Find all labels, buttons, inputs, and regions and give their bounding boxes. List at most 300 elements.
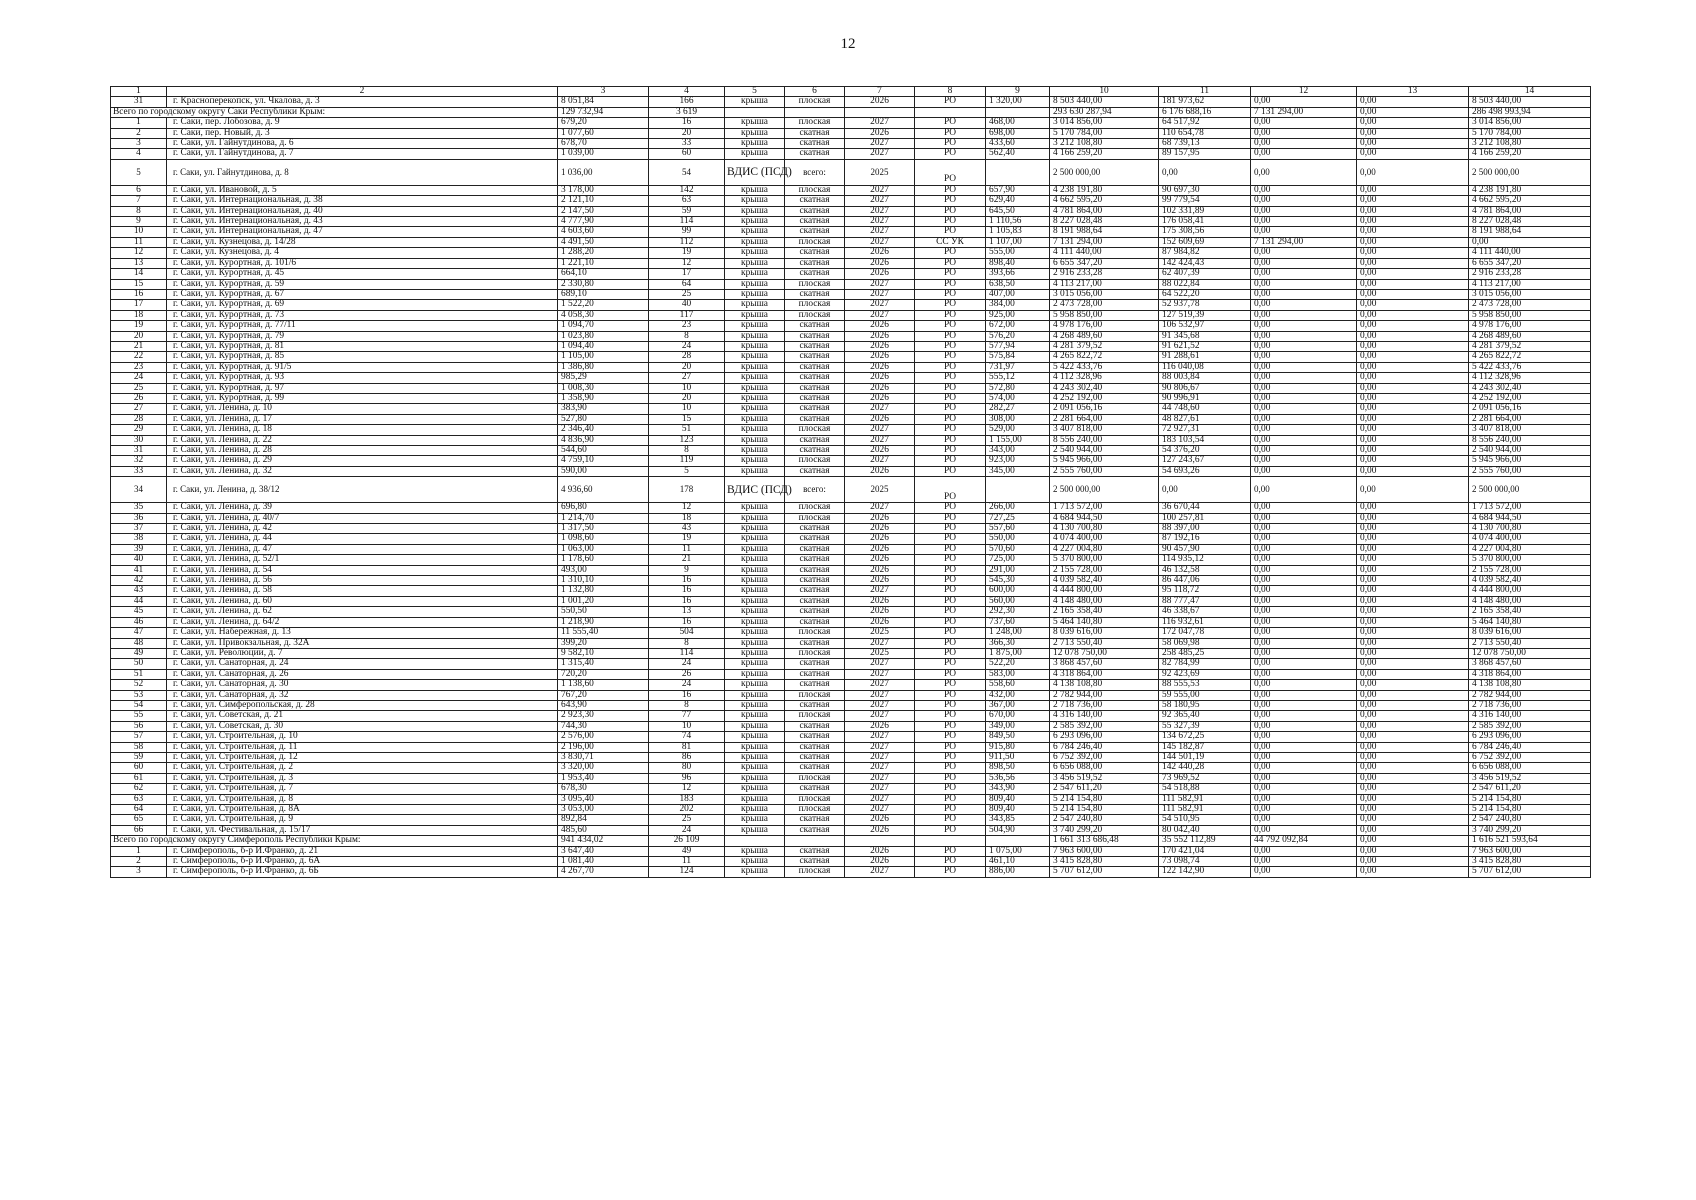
cell-c10: 2 165 358,40 (1050, 607, 1159, 617)
address-cell: г. Саки, ул. Советская, д. 21 (167, 711, 558, 721)
cell-c11: 92 423,69 (1159, 669, 1251, 679)
column-number-cell: 1 (111, 87, 167, 97)
cell-c3: 2 576,00 (558, 732, 649, 742)
cell-c14: 4 238 191,80 (1469, 185, 1591, 195)
cell-c13: 0,00 (1357, 576, 1469, 586)
column-number-cell: 6 (785, 87, 845, 97)
cell-c8: РО (915, 217, 986, 227)
cell-c6: плоская (785, 503, 845, 513)
cell-c7: 2026 (845, 97, 915, 107)
column-number-cell: 13 (1357, 87, 1469, 97)
cell-c7: 2027 (845, 217, 915, 227)
cell-c8: РО (915, 867, 986, 877)
row-number-cell: 58 (111, 742, 167, 752)
cell-c7: 2026 (845, 576, 915, 586)
table-row (111, 159, 1591, 185)
cell-c12: 0,00 (1251, 196, 1357, 206)
address-cell: г. Саки, ул. Ленина, д. 28 (167, 446, 558, 456)
cell-c10: 5 707 612,00 (1050, 867, 1159, 877)
cell-c9: 529,00 (986, 425, 1050, 435)
cell-c6: скатная (785, 248, 845, 258)
row-number-cell: 20 (111, 331, 167, 341)
cell-c10: 2 500 000,00 (1050, 477, 1159, 503)
cell-c7: 2027 (845, 586, 915, 596)
address-cell: г. Саки, ул. Строительная, д. 2 (167, 763, 558, 773)
cell-c8: РО (915, 638, 986, 648)
row-number-cell: 39 (111, 544, 167, 554)
row-number-cell: 60 (111, 763, 167, 773)
cell-c13: 0,00 (1357, 97, 1469, 107)
cell-c7: 2027 (845, 149, 915, 159)
cell-c6: скатная (785, 586, 845, 596)
cell-c8: РО (915, 825, 986, 835)
cell-c12: 0,00 (1251, 628, 1357, 638)
cell-c6: скатная (785, 669, 845, 679)
cell-c9: 291,00 (986, 565, 1050, 575)
cell-c11: 90 697,30 (1159, 185, 1251, 195)
column-number-cell: 4 (649, 87, 725, 97)
cell-c13: 0,00 (1357, 752, 1469, 762)
cell-c13: 0,00 (1357, 690, 1469, 700)
cell-c10: 7 131 294,00 (1050, 237, 1159, 247)
row-number-cell: 43 (111, 586, 167, 596)
cell-c4: 54 (649, 159, 725, 185)
cell-c6: скатная (785, 534, 845, 544)
cell-c10: 3 014 856,00 (1050, 118, 1159, 128)
table-row (111, 269, 1591, 279)
table-row (111, 680, 1591, 690)
cell-c12: 0,00 (1251, 97, 1357, 107)
cell-c11: 144 501,19 (1159, 752, 1251, 762)
column-number-cell: 9 (986, 87, 1050, 97)
cell-c4: 96 (649, 773, 725, 783)
cell-c7: 2027 (845, 435, 915, 445)
address-cell: г. Саки, ул. Ивановой, д. 5 (167, 185, 558, 195)
cell-c11: 99 779,54 (1159, 196, 1251, 206)
row-number-cell: 27 (111, 404, 167, 414)
table-row (111, 149, 1591, 159)
total-c6 (785, 107, 845, 117)
cell-c12: 0,00 (1251, 773, 1357, 783)
cell-c14: 4 130 700,80 (1469, 524, 1591, 534)
cell-c4: 24 (649, 825, 725, 835)
cell-c7: 2026 (845, 362, 915, 372)
cell-c11: 55 327,39 (1159, 721, 1251, 731)
row-number-cell: 22 (111, 352, 167, 362)
address-cell: г. Саки, ул. Курортная, д. 79 (167, 331, 558, 341)
cell-c5: крыша (725, 217, 785, 227)
cell-c11: 36 670,44 (1159, 503, 1251, 513)
cell-c10: 4 265 822,72 (1050, 352, 1159, 362)
cell-c3: 1 081,40 (558, 857, 649, 867)
cell-c13: 0,00 (1357, 794, 1469, 804)
cell-c3: 4 936,60 (558, 477, 649, 503)
row-number-cell: 63 (111, 794, 167, 804)
cell-c3: 1 522,20 (558, 300, 649, 310)
cell-c9: 898,50 (986, 763, 1050, 773)
address-cell: г. Саки, ул. Курортная, д. 59 (167, 279, 558, 289)
row-number-cell: 54 (111, 700, 167, 710)
address-cell: г. Саки, ул. Привокзальная, д. 32А (167, 638, 558, 648)
cell-c10: 4 138 108,80 (1050, 680, 1159, 690)
cell-c11: 91 345,68 (1159, 331, 1251, 341)
cell-c10: 2 916 233,28 (1050, 269, 1159, 279)
cell-c13: 0,00 (1357, 404, 1469, 414)
table-row (111, 721, 1591, 731)
cell-c6: скатная (785, 732, 845, 742)
total-label: Всего по городскому округу Симферополь Республики Крым: (111, 836, 558, 846)
cell-c6: плоская (785, 456, 845, 466)
cell-c6: плоская (785, 773, 845, 783)
cell-c11: 86 447,06 (1159, 576, 1251, 586)
cell-c10: 2 500 000,00 (1050, 159, 1159, 185)
cell-c11: 111 582,91 (1159, 805, 1251, 815)
cell-c9: 1 110,56 (986, 217, 1050, 227)
cell-c12: 0,00 (1251, 669, 1357, 679)
address-cell: г. Саки, ул. Ленина, д. 39 (167, 503, 558, 513)
cell-c14: 12 078 750,00 (1469, 648, 1591, 658)
cell-c4: 12 (649, 784, 725, 794)
row-number-cell: 44 (111, 596, 167, 606)
row-number-cell: 16 (111, 289, 167, 299)
row-number-cell: 53 (111, 690, 167, 700)
address-cell: г. Саки, ул. Строительная, д. 9 (167, 815, 558, 825)
cell-c12: 0,00 (1251, 576, 1357, 586)
cell-c7: 2027 (845, 289, 915, 299)
cell-c10: 8 039 616,00 (1050, 628, 1159, 638)
cell-c5: крыша (725, 857, 785, 867)
cell-c5: крыша (725, 310, 785, 320)
cell-c4: 25 (649, 289, 725, 299)
cell-c11: 91 288,61 (1159, 352, 1251, 362)
cell-c8: РО (915, 503, 986, 513)
cell-c6: плоская (785, 648, 845, 658)
address-cell: г. Саки, ул. Строительная, д. 7 (167, 784, 558, 794)
row-number-cell: 18 (111, 310, 167, 320)
cell-c3: 744,30 (558, 721, 649, 731)
cell-c13: 0,00 (1357, 185, 1469, 195)
cell-c10: 1 713 572,00 (1050, 503, 1159, 513)
cell-c7: 2027 (845, 300, 915, 310)
cell-c13: 0,00 (1357, 279, 1469, 289)
cell-c14: 3 456 519,52 (1469, 773, 1591, 783)
total-c14: 1 616 521 593,64 (1469, 836, 1591, 846)
row-number-cell: 51 (111, 669, 167, 679)
cell-c7: 2026 (845, 825, 915, 835)
cell-c12: 0,00 (1251, 524, 1357, 534)
cell-c4: 8 (649, 331, 725, 341)
cell-c11: 258 485,25 (1159, 648, 1251, 658)
cell-c7: 2027 (845, 732, 915, 742)
address-cell: г. Саки, ул. Ленина, д. 56 (167, 576, 558, 586)
cell-c13: 0,00 (1357, 446, 1469, 456)
address-cell: г. Саки, ул. Кузнецова, д. 14/28 (167, 237, 558, 247)
cell-c7: 2026 (845, 331, 915, 341)
total-c6 (785, 836, 845, 846)
table-row (111, 237, 1591, 247)
cell-c12: 0,00 (1251, 362, 1357, 372)
address-cell: г. Симферополь, б-р И.Франко, д. 21 (167, 846, 558, 856)
cell-c6: скатная (785, 825, 845, 835)
cell-c8: РО (915, 669, 986, 679)
row-number-cell: 57 (111, 732, 167, 742)
cell-c6: плоская (785, 867, 845, 877)
cell-c4: 21 (649, 555, 725, 565)
column-number-cell: 2 (167, 87, 558, 97)
cell-c9: 522,20 (986, 659, 1050, 669)
cell-c7: 2027 (845, 118, 915, 128)
cell-c12: 0,00 (1251, 425, 1357, 435)
cell-c9: 557,60 (986, 524, 1050, 534)
cell-c3: 720,20 (558, 669, 649, 679)
cell-c13: 0,00 (1357, 846, 1469, 856)
cell-c12: 0,00 (1251, 321, 1357, 331)
cell-c3: 590,00 (558, 466, 649, 476)
cell-c14: 2 165 358,40 (1469, 607, 1591, 617)
cell-c11: 80 042,40 (1159, 825, 1251, 835)
total-c7 (845, 836, 915, 846)
cell-c10: 5 370 800,00 (1050, 555, 1159, 565)
table-row (111, 185, 1591, 195)
column-number-cell: 11 (1159, 87, 1251, 97)
address-cell: г. Саки, ул. Симферопольская, д. 28 (167, 700, 558, 710)
cell-c8: РО (915, 466, 986, 476)
cell-c3: 4 759,10 (558, 456, 649, 466)
cell-c11: 90 457,90 (1159, 544, 1251, 554)
address-cell: г. Саки, пер. Лобозова, д. 9 (167, 118, 558, 128)
cell-c14: 1 713 572,00 (1469, 503, 1591, 513)
cell-c13: 0,00 (1357, 159, 1469, 185)
cell-c10: 4 662 595,20 (1050, 196, 1159, 206)
cell-c8: РО (915, 331, 986, 341)
cell-c4: 10 (649, 404, 725, 414)
total-c3: 129 732,94 (558, 107, 649, 117)
cell-c10: 4 252 192,00 (1050, 393, 1159, 403)
cell-c10: 4 281 379,52 (1050, 341, 1159, 351)
cell-c8: РО (915, 524, 986, 534)
cell-c6: скатная (785, 258, 845, 268)
cell-c10: 3 868 457,60 (1050, 659, 1159, 669)
cell-c14: 0,00 (1469, 237, 1591, 247)
cell-c11: 92 365,40 (1159, 711, 1251, 721)
total-c13: 0,00 (1357, 107, 1469, 117)
cell-c3: 678,30 (558, 784, 649, 794)
cell-c4: 49 (649, 846, 725, 856)
cell-c7: 2027 (845, 638, 915, 648)
cell-c7: 2026 (845, 513, 915, 523)
cell-c9: 560,00 (986, 596, 1050, 606)
cell-c9: 886,00 (986, 867, 1050, 877)
cell-c5: крыша (725, 227, 785, 237)
cell-c4: 33 (649, 139, 725, 149)
row-number-cell: 6 (111, 185, 167, 195)
cell-c9: 562,40 (986, 149, 1050, 159)
cell-c5: крыша (725, 711, 785, 721)
cell-c13: 0,00 (1357, 227, 1469, 237)
cell-c5: крыша (725, 352, 785, 362)
cell-c13: 0,00 (1357, 477, 1469, 503)
cell-c5: крыша (725, 97, 785, 107)
total-c13: 0,00 (1357, 836, 1469, 846)
cell-c3: 485,60 (558, 825, 649, 835)
cell-c7: 2026 (845, 446, 915, 456)
cell-c11: 46 338,67 (1159, 607, 1251, 617)
address-cell: г. Симферополь, б-р И.Франко, д. 6А (167, 857, 558, 867)
cell-c14: 2 718 736,00 (1469, 700, 1591, 710)
table-row (111, 258, 1591, 268)
cell-c12: 0,00 (1251, 118, 1357, 128)
cell-c9: 558,60 (986, 680, 1050, 690)
cell-c3: 664,10 (558, 269, 649, 279)
cell-c12: 0,00 (1251, 435, 1357, 445)
cell-c10: 4 148 480,00 (1050, 596, 1159, 606)
cell-c6: скатная (785, 555, 845, 565)
cell-c8: РО (915, 784, 986, 794)
cell-c10: 5 422 433,76 (1050, 362, 1159, 372)
cell-c6: скатная (785, 659, 845, 669)
table-row (111, 289, 1591, 299)
cell-c11: 106 532,97 (1159, 321, 1251, 331)
cell-c4: 24 (649, 341, 725, 351)
row-number-cell: 31 (111, 97, 167, 107)
cell-c11: 116 932,61 (1159, 617, 1251, 627)
cell-c3: 3 647,40 (558, 846, 649, 856)
address-cell: г. Саки, ул. Курортная, д. 101/6 (167, 258, 558, 268)
cell-c14: 6 293 096,00 (1469, 732, 1591, 742)
cell-c6: скатная (785, 607, 845, 617)
cell-c3: 767,20 (558, 690, 649, 700)
cell-c3: 1 138,60 (558, 680, 649, 690)
cell-c3: 4 267,70 (558, 867, 649, 877)
cell-c10: 4 243 302,40 (1050, 383, 1159, 393)
cell-c10: 4 111 440,00 (1050, 248, 1159, 258)
cell-c7: 2026 (845, 466, 915, 476)
cell-c13: 0,00 (1357, 139, 1469, 149)
cell-c11: 90 996,91 (1159, 393, 1251, 403)
cell-c3: 2 121,10 (558, 196, 649, 206)
address-cell: г. Саки, ул. Ленина, д. 52/1 (167, 555, 558, 565)
cell-c13: 0,00 (1357, 784, 1469, 794)
cell-c9: 367,00 (986, 700, 1050, 710)
cell-c14: 4 268 489,60 (1469, 331, 1591, 341)
row-number-cell: 28 (111, 414, 167, 424)
cell-c10: 2 555 760,00 (1050, 466, 1159, 476)
cell-c12: 0,00 (1251, 341, 1357, 351)
cell-c11: 127 519,39 (1159, 310, 1251, 320)
cell-c11: 54 510,95 (1159, 815, 1251, 825)
cell-c8: РО (915, 721, 986, 731)
cell-c9: 1 320,00 (986, 97, 1050, 107)
row-number-cell: 12 (111, 248, 167, 258)
cell-c8: РО (915, 628, 986, 638)
cell-c7: 2027 (845, 139, 915, 149)
cell-c14: 4 684 944,50 (1469, 513, 1591, 523)
cell-c7: 2027 (845, 763, 915, 773)
row-number-cell: 4 (111, 149, 167, 159)
cell-c9 (986, 477, 1050, 503)
cell-c5: крыша (725, 680, 785, 690)
column-number-cell: 12 (1251, 87, 1357, 97)
cell-c4: 5 (649, 466, 725, 476)
cell-c9: 407,00 (986, 289, 1050, 299)
cell-c11: 122 142,90 (1159, 867, 1251, 877)
cell-c11: 88 555,53 (1159, 680, 1251, 690)
cell-c3: 3 830,71 (558, 752, 649, 762)
cell-c14: 2 155 728,00 (1469, 565, 1591, 575)
cell-c8: РО (915, 383, 986, 393)
cell-c4: 81 (649, 742, 725, 752)
address-cell: г. Саки, ул. Санаторная, д. 26 (167, 669, 558, 679)
cell-c13: 0,00 (1357, 815, 1469, 825)
table-row (111, 383, 1591, 393)
cell-c11: 142 424,43 (1159, 258, 1251, 268)
cell-c6: всего: (785, 477, 845, 503)
cell-c8: РО (915, 534, 986, 544)
address-cell: г. Саки, ул. Курортная, д. 97 (167, 383, 558, 393)
cell-c10: 2 155 728,00 (1050, 565, 1159, 575)
cell-c3: 1 094,70 (558, 321, 649, 331)
cell-c14: 7 963 600,00 (1469, 846, 1591, 856)
cell-c7: 2027 (845, 752, 915, 762)
cell-c12: 0,00 (1251, 331, 1357, 341)
cell-c12: 0,00 (1251, 477, 1357, 503)
row-number-cell: 37 (111, 524, 167, 534)
cell-c4: 8 (649, 638, 725, 648)
cell-c12: 0,00 (1251, 846, 1357, 856)
table-row (111, 118, 1591, 128)
cell-c9: 433,60 (986, 139, 1050, 149)
cell-c10: 7 963 600,00 (1050, 846, 1159, 856)
table-row (111, 555, 1591, 565)
cell-c12: 0,00 (1251, 763, 1357, 773)
address-cell: г. Саки, пер. Новый, д. 3 (167, 128, 558, 138)
cell-c10: 2 281 664,00 (1050, 414, 1159, 424)
cell-c3: 1 953,40 (558, 773, 649, 783)
cell-c11: 110 654,78 (1159, 128, 1251, 138)
row-number-cell: 59 (111, 752, 167, 762)
cell-c6: скатная (785, 217, 845, 227)
cell-c9: 577,94 (986, 341, 1050, 351)
cell-c4: 8 (649, 446, 725, 456)
cell-c13: 0,00 (1357, 524, 1469, 534)
cell-c12: 0,00 (1251, 446, 1357, 456)
cell-c12: 0,00 (1251, 617, 1357, 627)
table-row (111, 700, 1591, 710)
cell-c9: 308,00 (986, 414, 1050, 424)
cell-c12: 0,00 (1251, 279, 1357, 289)
cell-c8: РО (915, 435, 986, 445)
cell-c14: 2 916 233,28 (1469, 269, 1591, 279)
cell-c5: крыша (725, 732, 785, 742)
cell-c4: 178 (649, 477, 725, 503)
row-number-cell: 25 (111, 383, 167, 393)
total-c12: 7 131 294,00 (1251, 107, 1357, 117)
cell-c10: 4 268 489,60 (1050, 331, 1159, 341)
cell-c3: 399,20 (558, 638, 649, 648)
cell-c6: скатная (785, 466, 845, 476)
address-cell: г. Саки, ул. Ленина, д. 60 (167, 596, 558, 606)
column-number-cell: 14 (1469, 87, 1591, 97)
cell-c10: 6 656 088,00 (1050, 763, 1159, 773)
cell-c13: 0,00 (1357, 711, 1469, 721)
address-cell: г. Саки, ул. Ленина, д. 44 (167, 534, 558, 544)
cell-c6: скатная (785, 680, 845, 690)
row-number-cell: 35 (111, 503, 167, 513)
cell-c9: 645,50 (986, 206, 1050, 216)
cell-c11: 175 308,56 (1159, 227, 1251, 237)
cell-c6: скатная (785, 846, 845, 856)
cell-c8: РО (915, 139, 986, 149)
